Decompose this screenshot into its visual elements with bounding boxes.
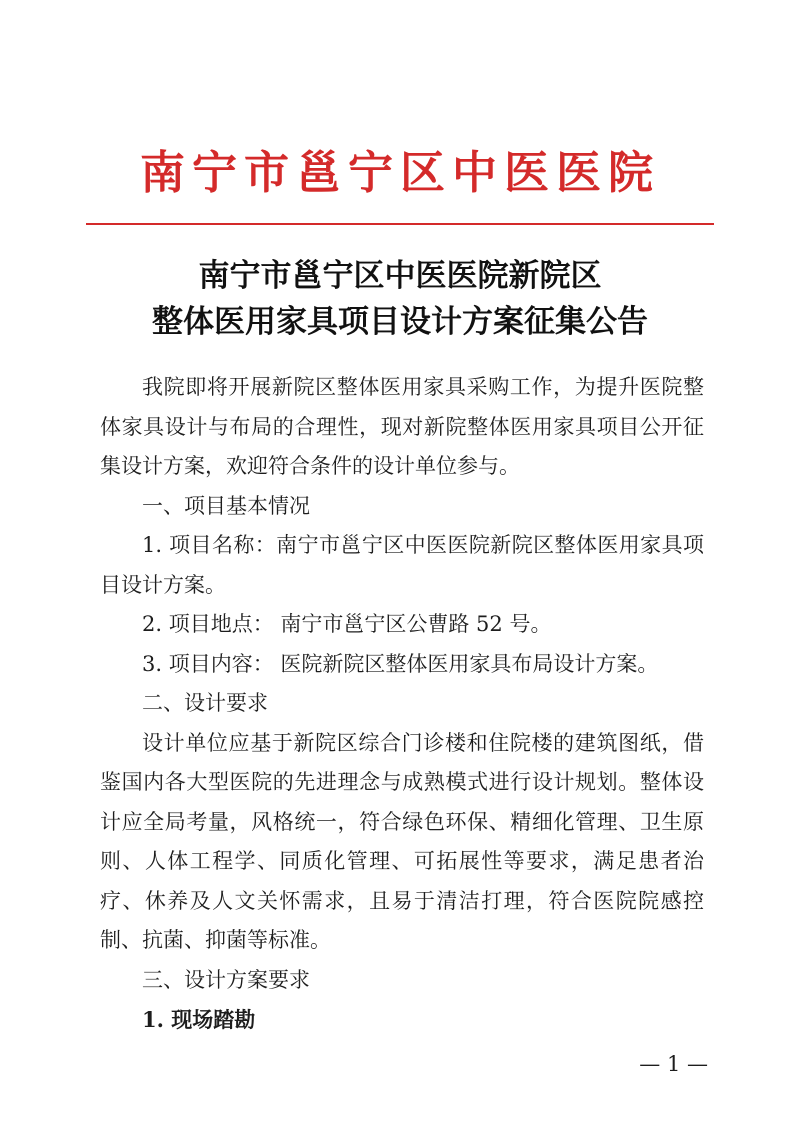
document-title <box>0 253 800 345</box>
subsection-heading-site-survey: 1. 现场踏勘 <box>142 1007 256 1032</box>
design-requirements-paragraph: 设计单位应基于新院区综合门诊楼和住院楼的建筑图纸，借鉴国内各大型医院的先进理念与成熟模式进行设计规划。整体设计应全局考量，风格统一，符合绿色环保、精细化管理、卫生原则、人体工程学、同质化管理、可拓展性等要求，满足患者治疗、休养及人文关怀需求，且易于清洁打理，符合医院院感控制、抗菌、抑菌等标准。 <box>100 730 704 952</box>
document-title-line-1: 南宁市邕宁区中医医院新院区 <box>198 258 602 294</box>
intro-paragraph: 我院即将开展新院区整体医用家具采购工作，为提升医院整体家具设计与布局的合理性，现对新院整体医用家具项目公开征集设计方案，欢迎符合条件的设计单位参与。 <box>100 375 704 478</box>
section-heading-design-requirements: 二、设计要求 <box>142 691 268 715</box>
document-title-line-2: 整体医用家具项目设计方案征集公告 <box>152 304 648 340</box>
page-number: — 1 — <box>639 1052 708 1076</box>
project-content-item: 3. 项目内容： 医院新院区整体医用家具布局设计方案。 <box>142 651 659 676</box>
section-heading-basic-info: 一、项目基本情况 <box>142 493 310 518</box>
letterhead-organization: 南宁市邕宁区中医医院 <box>139 146 660 199</box>
project-location-item: 2. 项目地点： 南宁市邕宁区公曹路 52 号。 <box>142 612 552 636</box>
letterhead-divider <box>86 223 714 225</box>
document-body <box>100 368 704 1040</box>
project-name-item: 1. 项目名称：南宁市邕宁区中医医院新院区整体医用家具项目设计方案。 <box>100 533 704 597</box>
section-heading-plan-requirements: 三、设计方案要求 <box>142 967 310 992</box>
